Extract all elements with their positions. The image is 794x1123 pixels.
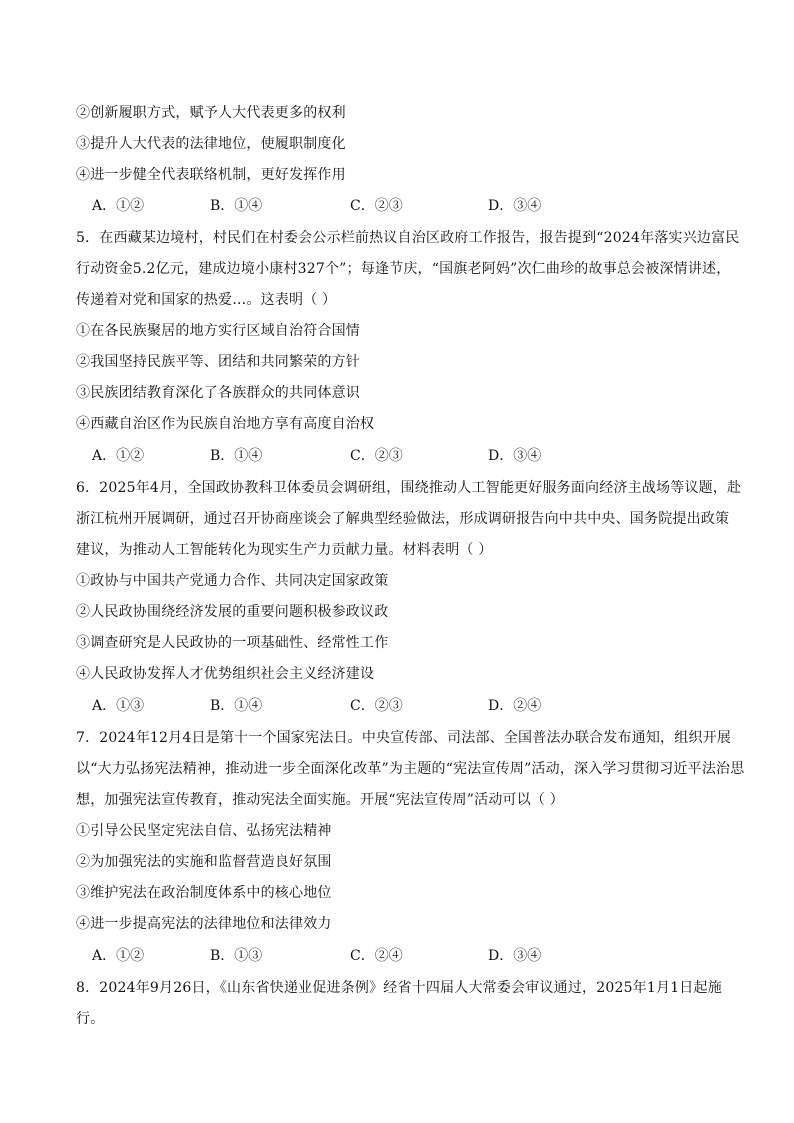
q5-stem-line-1: 5．在西藏某边境村，村民们在村委会公示栏前热议自治区政府工作报告，报告提到“2024年落实兴边富民	[76, 230, 740, 246]
q5-option-d: D．③④	[488, 448, 542, 464]
q7-option-c: C．②④	[350, 948, 403, 964]
q7-stem-line-2: 以“大力弘扬宪法精神，推动进一步全面深化改革”为主题的“宪法宣传周”活动，深入学习贯彻习近平法治思	[76, 761, 745, 777]
q6-option-d: D．②④	[488, 698, 542, 714]
q4-item-3: ③提升人大代表的法律地位，使履职制度化	[76, 136, 346, 152]
q7-item-3: ③维护宪法在政治制度体系中的核心地位	[76, 885, 332, 901]
q7-stem-line-3: 想，加强宪法宣传教育，推动宪法全面实施。开展“宪法宣传周”活动可以（ ）	[76, 792, 564, 808]
q5-option-b: B．①④	[210, 448, 263, 464]
q5-stem-line-2: 行动资金5.2亿元，建成边境小康村327个”；每逢节庆，“国旗老阿妈”次仁曲珍的故事总会被深情讲述，	[76, 261, 731, 277]
q6-item-1: ①政协与中国共产党通力合作、共同决定国家政策	[76, 573, 389, 589]
q7-item-1: ①引导公民坚定宪法自信、弘扬宪法精神	[76, 823, 332, 839]
q6-item-4: ④人民政协发挥人才优势组织社会主义经济建设	[76, 666, 375, 682]
q5-stem-line-3: 传递着对党和国家的热爱…。这表明（ ）	[76, 292, 337, 308]
q5-option-a: A．①②	[92, 448, 145, 464]
q6-item-3: ③调查研究是人民政协的一项基础性、经常性工作	[76, 635, 389, 651]
q6-option-a: A．①③	[92, 698, 145, 714]
q8-stem-line-1: 8．2024年9月26日，《山东省快递业促进条例》经省十四届人大常委会审议通过，2025年1月1日起施	[76, 980, 722, 996]
q4-option-b: B．①④	[210, 198, 263, 214]
q5-option-c: C．②③	[350, 448, 403, 464]
q7-options	[92, 946, 652, 966]
q7-item-2: ②为加强宪法的实施和监督营造良好氛围	[76, 854, 332, 870]
q6-item-2: ②人民政协围绕经济发展的重要问题积极参政议政	[76, 604, 389, 620]
q6-stem-line-2: 浙江杭州开展调研，通过召开协商座谈会了解典型经验做法，形成调研报告向中共中央、国务院提出政策	[76, 511, 730, 527]
q4-option-c: C．②③	[350, 198, 403, 214]
q6-stem-line-1: 6．2025年4月，全国政协教科卫体委员会调研组，围绕推动人工智能更好服务面向经济主战场等议题，赴	[76, 480, 742, 496]
q7-option-d: D．③④	[488, 948, 542, 964]
q5-item-2: ②我国坚持民族平等、团结和共同繁荣的方针	[76, 354, 360, 370]
q6-options	[92, 696, 652, 716]
q7-option-a: A．①②	[92, 948, 145, 964]
q7-option-b: B．①③	[210, 948, 263, 964]
q5-item-4: ④西藏自治区作为民族自治地方享有高度自治权	[76, 416, 375, 432]
q4-item-4: ④进一步健全代表联络机制，更好发挥作用	[76, 167, 346, 183]
q5-item-3: ③民族团结教育深化了各族群众的共同体意识	[76, 385, 360, 401]
q7-item-4: ④进一步提高宪法的法律地位和法律效力	[76, 916, 332, 932]
q4-option-a: A．①②	[92, 198, 145, 214]
q6-stem-line-3: 建议，为推动人工智能转化为现实生产力贡献力量。材料表明（ ）	[76, 542, 493, 558]
q7-stem-line-1: 7．2024年12月4日是第十一个国家宪法日。中央宣传部、司法部、全国普法办联合发布通知，组织开展	[76, 730, 732, 746]
q6-option-b: B．①④	[210, 698, 263, 714]
q4-option-d: D．③④	[488, 198, 542, 214]
q8-stem-line-2: 行。	[76, 1011, 105, 1027]
q5-item-1: ①在各民族聚居的地方实行区域自治符合国情	[76, 323, 360, 339]
q6-option-c: C．②③	[350, 698, 403, 714]
q5-options	[92, 446, 652, 466]
q4-item-2: ②创新履职方式，赋予人大代表更多的权利	[76, 105, 346, 121]
q4-options	[92, 196, 652, 216]
